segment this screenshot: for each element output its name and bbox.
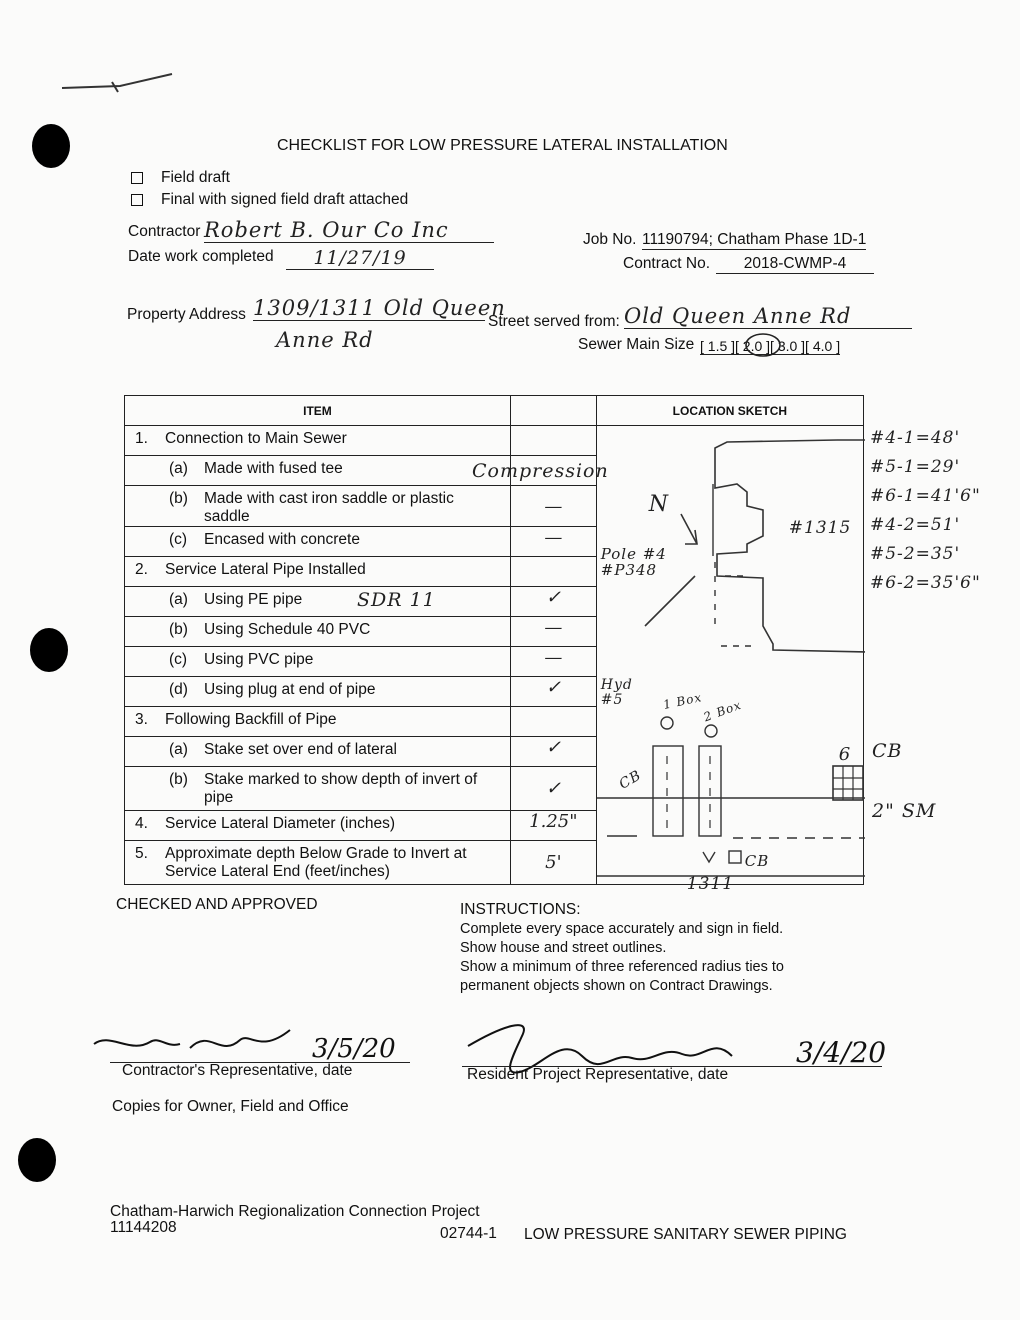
sketch-cb-small: CB	[616, 767, 645, 793]
project-name: Chatham-Harwich Regionalization Connection Project	[110, 1203, 480, 1220]
row-mark[interactable]	[510, 426, 596, 456]
tie-5: #5-2=35'	[870, 544, 961, 564]
staple-mark	[60, 68, 180, 98]
sketch-hydrant: Hyd #5	[600, 677, 633, 708]
instruction-line: Complete every space accurately and sign in field.	[460, 921, 784, 937]
header-sketch: LOCATION SKETCH	[596, 396, 863, 426]
street-label: Street served from:	[488, 313, 620, 330]
instruction-line: Show house and street outlines.	[460, 940, 667, 956]
sketch-house-number: #1315	[788, 518, 852, 538]
header-mark	[510, 396, 596, 426]
sewer-main-sizes: [ 1.5 ][ 2.0 ][ 3.0 ][ 4.0 ]	[700, 338, 841, 354]
contractor-signature	[90, 1018, 310, 1066]
contractor-label: Contractor	[128, 223, 201, 240]
tie-3: #6-1=41'6"	[870, 486, 981, 506]
page-title: CHECKLIST FOR LOW PRESSURE LATERAL INSTALLATION	[277, 137, 728, 154]
tie-4: #4-2=51'	[870, 515, 961, 535]
row-mark[interactable]	[510, 707, 596, 737]
table-row: (c) Using PVC pipe	[125, 647, 511, 677]
sketch-ties	[870, 424, 981, 598]
table-row: (d) Using plug at end of pipe	[125, 677, 511, 707]
sketch-num-6: 6	[838, 744, 852, 765]
row-mark[interactable]: ✓	[510, 737, 596, 767]
option-field-draft[interactable]: Field draft	[131, 169, 230, 187]
instructions-title: INSTRUCTIONS:	[460, 901, 581, 918]
table-row: (c) Encased with concrete	[125, 527, 511, 557]
job-value: 11190794; Chatham Phase 1D-1	[642, 231, 867, 248]
sketch-lot-number: 1311	[686, 874, 735, 894]
job-label: Job No.	[583, 231, 637, 248]
table-row: 1. Connection to Main Sewer	[125, 426, 511, 456]
punch-hole-bottom	[18, 1138, 56, 1182]
property-value[interactable]: 1309/1311 Old Queen	[253, 296, 506, 320]
project-number: 11144208	[110, 1219, 177, 1236]
property-label: Property Address	[127, 306, 246, 323]
sketch-north: N	[648, 492, 670, 517]
resident-sig-label: Resident Project Representative, date	[467, 1066, 729, 1083]
resident-sig-date: 3/4/20	[796, 1036, 887, 1069]
sewer-main-label: Sewer Main Size	[578, 336, 695, 353]
table-row: (b) Stake marked to show depth of invert of pipe	[125, 767, 511, 811]
row-mark[interactable]: —	[510, 647, 596, 677]
sketch-cb-label: CB	[744, 852, 770, 870]
contractor-sig-label: Contractor's Representative, date	[122, 1062, 353, 1079]
sketch-main-size: 2" SM	[872, 800, 937, 822]
sketch-box-2: 2 Box	[701, 697, 744, 725]
row-mark[interactable]: 1.25"	[510, 811, 596, 841]
connection-note: Compression	[472, 460, 609, 482]
table-row: (b) Using Schedule 40 PVC	[125, 617, 511, 647]
checkbox-icon[interactable]	[131, 172, 143, 184]
instruction-line: Show a minimum of three referenced radius ties to	[460, 959, 784, 975]
section-title: LOW PRESSURE SANITARY SEWER PIPING	[524, 1226, 847, 1243]
checked-approved: CHECKED AND APPROVED	[116, 896, 318, 913]
punch-hole-top	[32, 124, 70, 168]
sketch-drawing	[597, 426, 865, 888]
table-row: (b) Made with cast iron saddle or plastic saddle	[125, 486, 511, 527]
date-label: Date work completed	[128, 248, 274, 265]
property-value-line2: Anne Rd	[276, 328, 374, 352]
row-mark[interactable]: —	[510, 527, 596, 557]
header-item: ITEM	[125, 396, 511, 426]
table-row: 5. Approximate depth Below Grade to Invert at Service Lateral End (feet/inches)	[125, 841, 511, 885]
contractor-sig-date: 3/5/20	[312, 1034, 396, 1064]
table-row: (a) Made with fused tee	[125, 456, 511, 486]
contractor-value[interactable]: Robert B. Our Co Inc	[204, 218, 494, 243]
date-value[interactable]: 11/27/19	[286, 247, 434, 270]
pe-pipe-note: SDR 11	[357, 589, 436, 611]
tie-1: #4-1=48'	[870, 428, 961, 448]
tie-6: #6-2=35'6"	[870, 573, 981, 593]
row-mark[interactable]	[510, 557, 596, 587]
tie-2: #5-1=29'	[870, 457, 961, 477]
contract-value: 2018-CWMP-4	[716, 255, 874, 274]
circled-size-mark	[743, 332, 783, 358]
instructions-list	[460, 920, 784, 996]
location-sketch	[596, 426, 863, 894]
row-mark[interactable]: ✓	[510, 587, 596, 617]
row-mark[interactable]: ✓	[510, 677, 596, 707]
punch-hole-middle	[30, 628, 68, 672]
street-value[interactable]: Old Queen Anne Rd	[624, 304, 912, 329]
row-mark[interactable]: —	[510, 617, 596, 647]
contract-label: Contract No.	[623, 255, 711, 272]
table-row: 2. Service Lateral Pipe Installed	[125, 557, 511, 587]
row-mark[interactable]: 5'	[510, 841, 596, 885]
row-mark[interactable]: —	[510, 486, 596, 527]
sketch-cb-outside: CB	[872, 740, 903, 762]
instruction-line: permanent objects shown on Contract Drawings.	[460, 978, 773, 994]
checkbox-icon[interactable]	[131, 194, 143, 206]
page-code: 02744-1	[440, 1225, 497, 1242]
copies-note: Copies for Owner, Field and Office	[112, 1098, 349, 1115]
table-row: (a) Stake set over end of lateral	[125, 737, 511, 767]
table-row: 3. Following Backfill of Pipe	[125, 707, 511, 737]
row-mark[interactable]: ✓	[510, 767, 596, 811]
option-final[interactable]: Final with signed field draft attached	[131, 191, 408, 209]
sketch-box-1: 1 Box	[661, 690, 704, 712]
table-row: (a) Using PE pipe SDR 11	[125, 587, 511, 617]
table-row: 4. Service Lateral Diameter (inches)	[125, 811, 511, 841]
sketch-pole: Pole #4 #P348	[600, 545, 667, 579]
